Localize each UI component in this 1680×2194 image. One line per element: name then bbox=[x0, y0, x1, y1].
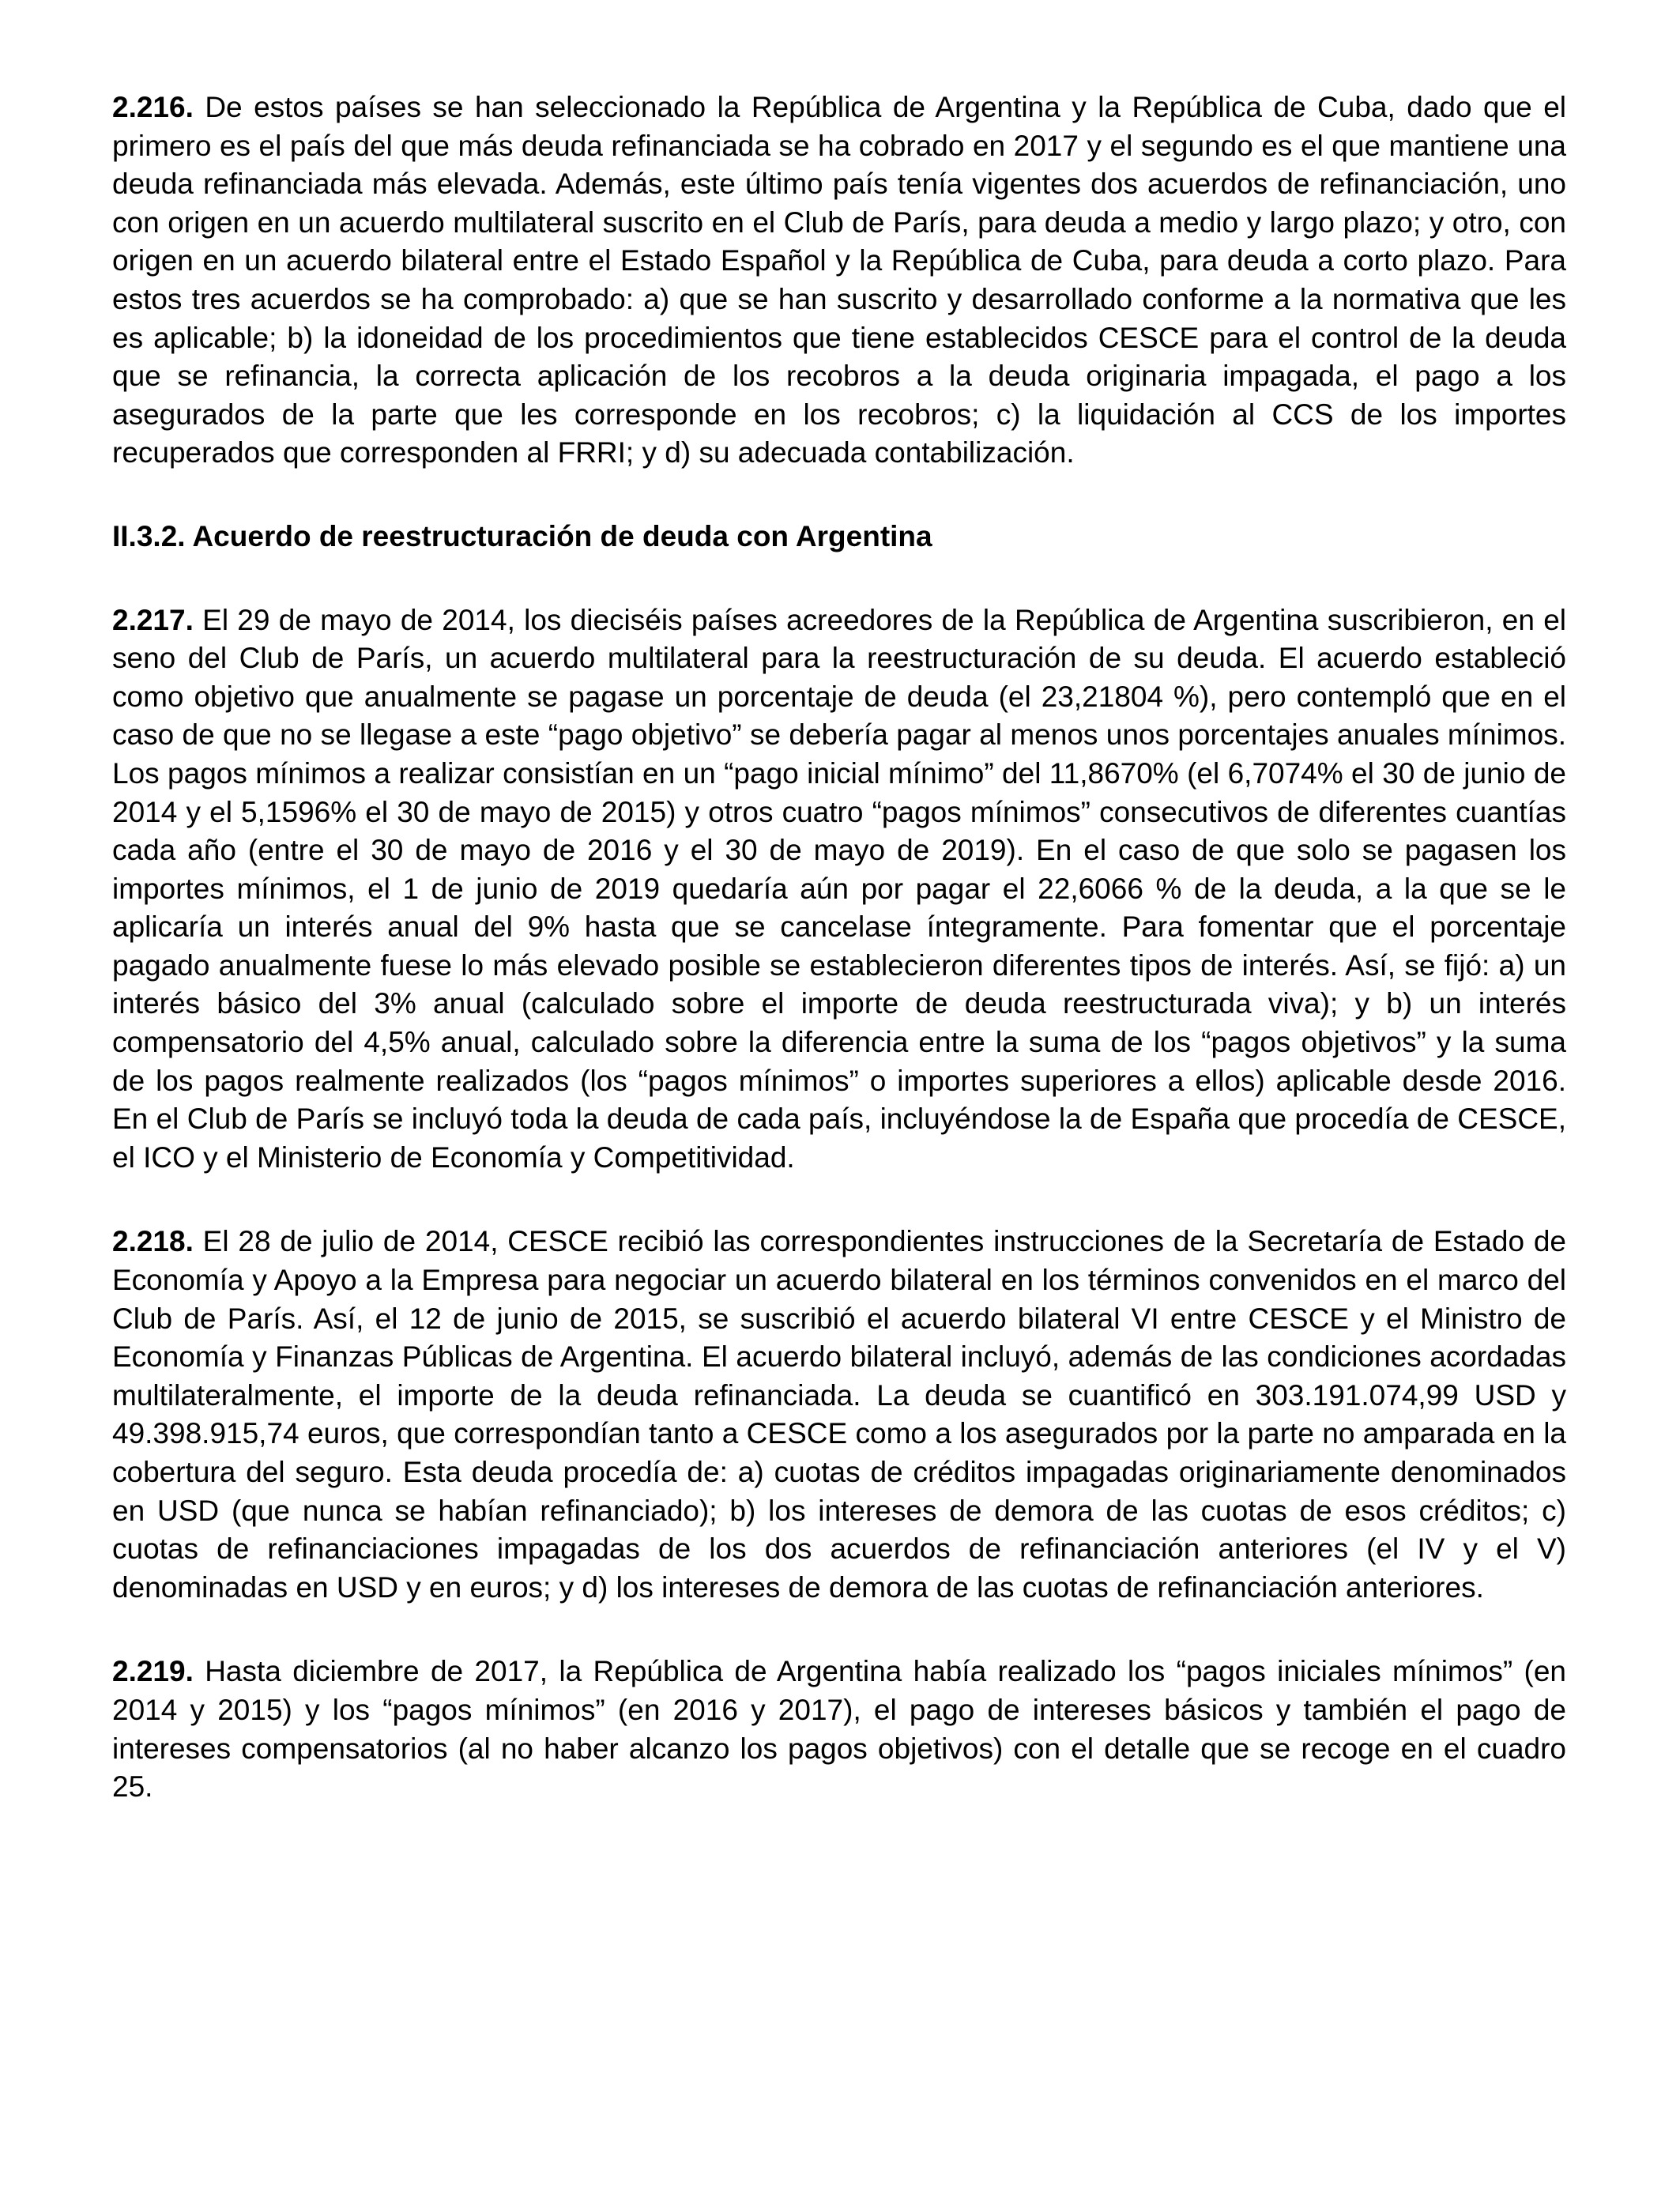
paragraph-text: El 29 de mayo de 2014, los dieciséis países acreedores de la República de Argentina suscribieron, en el seno del Club de París, un acuerdo multilateral para la reestructuración de su deuda. El acuerdo estableció como objetivo que anualmente se pagase un porcentaje de deuda (el 23,21804 %), pero contempló que en el caso de que no se llegase a este “pago objetivo” se debería pagar al menos unos porcentajes anuales mínimos. Los pagos mínimos a realizar consistían en un “pago inicial mínimo” del 11,8670% (el 6,7074% el 30 de junio de 2014 y el 5,1596% el 30 de mayo de 2015) y otros cuatro “pagos mínimos” consecutivos de diferentes cuantías cada año (entre el 30 de mayo de 2016 y el 30 de mayo de 2019). En el caso de que solo se pagasen los importes mínimos, el 1 de junio de 2019 quedaría aún por pagar el 22,6066 % de la deuda, a la que se le aplicaría un interés anual del 9% hasta que se cancelase íntegramente. Para fomentar que el porcentaje pagado anualmente fuese lo más elevado posible se establecieron diferentes tipos de interés. Así, se fijó: a) un interés básico del 3% anual (calculado sobre el importe de deuda reestructurada viva); y b) un interés compensatorio del 4,5% anual, calculado sobre la diferencia entre la suma de los “pagos objetivos” y la suma de los pagos realmente realizados (los “pagos mínimos” o importes superiores a ellos) aplicable desde 2016. En el Club de París se incluyó toda la deuda de cada país, incluyéndose la de España que procedía de CESCE, el ICO y el Ministerio de Economía y Competitividad. bbox=[112, 603, 1566, 1174]
document-page bbox=[112, 89, 1566, 1807]
paragraph-2-217 bbox=[112, 601, 1566, 1178]
paragraph-number: 2.216. bbox=[112, 91, 194, 123]
paragraph-text: El 28 de julio de 2014, CESCE recibió las correspondientes instrucciones de la Secretaría de Estado de Economía y Apoyo a la Empresa para negociar un acuerdo bilateral en los términos convenidos en el marco del Club de París. Así, el 12 de junio de 2015, se suscribió el acuerdo bilateral VI entre CESCE y el Ministro de Economía y Finanzas Públicas de Argentina. El acuerdo bilateral incluyó, además de las condiciones acordadas multilateralmente, el importe de la deuda refinanciada. La deuda se cuantificó en 303.191.074,99 USD y 49.398.915,74 euros, que correspondían tanto a CESCE como a los asegurados por la parte no amparada en la cobertura del seguro. Esta deuda procedía de: a) cuotas de créditos impagadas originariamente denominados en USD (que nunca se habían refinanciado); b) los intereses de demora de las cuotas de esos créditos; c) cuotas de refinanciaciones impagadas de los dos acuerdos de refinanciación anteriores (el IV y el V) denominadas en USD y en euros; y d) los intereses de demora de las cuotas de refinanciación anteriores. bbox=[112, 1225, 1566, 1604]
paragraph-text: Hasta diciembre de 2017, la República de Argentina había realizado los “pagos iniciales mínimos” (en 2014 y 2015) y los “pagos mínimos” (en 2016 y 2017), el pago de intereses básicos y también el pago de intereses compensatorios (al no haber alcanzo los pagos objetivos) con el detalle que se recoge en el cuadro 25. bbox=[112, 1655, 1566, 1804]
paragraph-number: 2.217. bbox=[112, 603, 194, 636]
paragraph-text: De estos países se han seleccionado la República de Argentina y la República de Cuba, dado que el primero es el país del que más deuda refinanciada se ha cobrado en 2017 y el segundo es el que mantiene una deuda refinanciada más elevada. Además, este último país tenía vigentes dos acuerdos de refinanciación, uno con origen en un acuerdo multilateral suscrito en el Club de París, para deuda a medio y largo plazo; y otro, con origen en un acuerdo bilateral entre el Estado Español y la República de Cuba, para deuda a corto plazo. Para estos tres acuerdos se ha comprobado: a) que se han suscrito y desarrollado conforme a la normativa que les es aplicable; b) la idoneidad de los procedimientos que tiene establecidos CESCE para el control de la deuda que se refinancia, la correcta aplicación de los recobros a la deuda originaria impagada, el pago a los asegurados de la parte que les corresponde en los recobros; c) la liquidación al CCS de los importes recuperados que corresponden al FRRI; y d) su adecuada contabilización. bbox=[112, 91, 1566, 469]
paragraph-2-219 bbox=[112, 1653, 1566, 1806]
paragraph-number: 2.219. bbox=[112, 1655, 194, 1688]
section-heading: II.3.2. Acuerdo de reestructuración de deuda con Argentina bbox=[112, 519, 932, 552]
paragraph-2-216 bbox=[112, 89, 1566, 473]
paragraph-number: 2.218. bbox=[112, 1225, 194, 1258]
paragraph-2-218 bbox=[112, 1223, 1566, 1607]
